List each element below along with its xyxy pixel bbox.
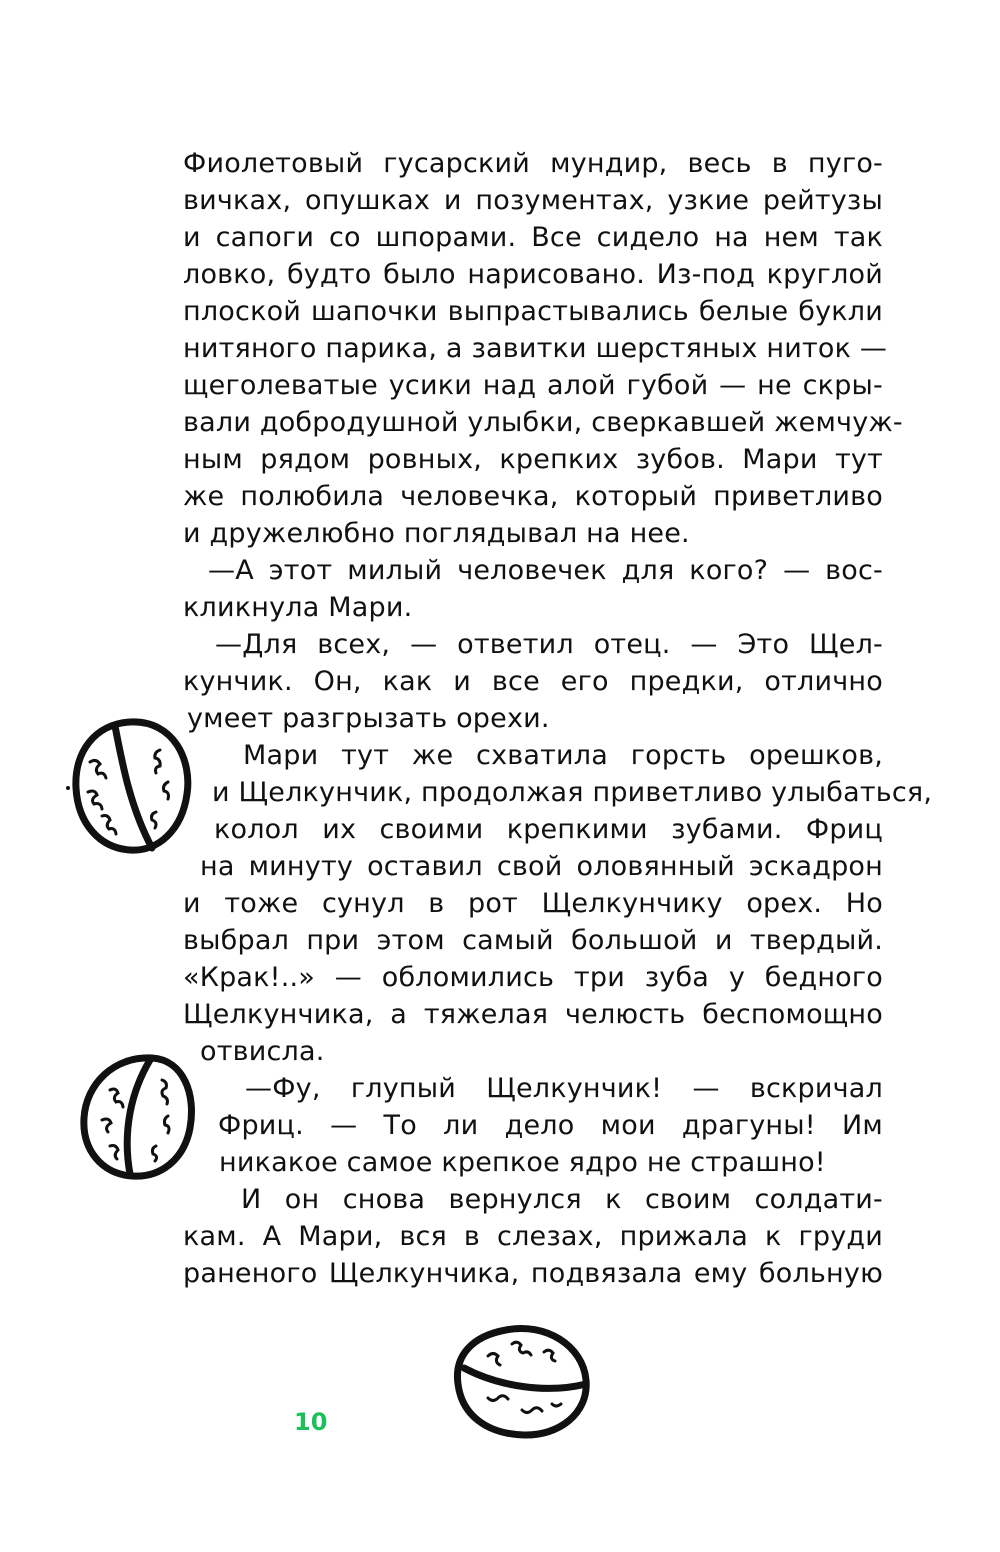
text-line: раненого Щелкунчика, подвязала ему больную	[183, 1258, 883, 1289]
text-line: —Для всех, — ответил отец. — Это Щел-	[215, 629, 883, 660]
text-line: на минуту оставил свой оловянный эскадрон	[200, 851, 883, 882]
text-line: нитяного парика, а завитки шерстяных ниток —	[183, 333, 888, 364]
text-line: кликнула Мари.	[183, 592, 413, 623]
text-line: умеет разгрызать орехи.	[187, 703, 550, 734]
text-line: и дружелюбно поглядывал на нее.	[183, 518, 690, 549]
text-line: Щелкунчика, а тяжелая челюсть беспомощно	[183, 999, 883, 1030]
page-number: 10	[294, 1408, 328, 1436]
text-line: кам. А Мари, вся в слезах, прижала к груди	[183, 1221, 883, 1252]
walnut-icon	[448, 1318, 598, 1443]
text-line: кунчик. Он, как и все его предки, отлично	[183, 666, 883, 697]
text-line: и Щелкунчик, продолжая приветливо улыбаться,	[212, 777, 933, 808]
text-line: колол их своими крепкими зубами. Фриц	[214, 814, 883, 845]
text-line: ным рядом ровных, крепких зубов. Мари тут	[183, 444, 883, 475]
text-line: Фриц. — То ли дело мои драгуны! Им	[218, 1110, 883, 1141]
text-line: «Крак!..» — обломились три зуба у бедного	[183, 962, 883, 993]
text-line: Мари тут же схватила горсть орешков,	[243, 740, 883, 771]
text-line: И он снова вернулся к своим солдати-	[241, 1184, 883, 1215]
text-line: —Фу, глупый Щелкунчик! — вскричал	[245, 1073, 883, 1104]
text-line: и сапоги со шпорами. Все сидело на нем так	[183, 222, 883, 253]
text-line: и тоже сунул в рот Щелкунчику орех. Но	[183, 888, 883, 919]
text-line: Фиолетовый гусарский мундир, весь в пуго-	[183, 148, 883, 179]
walnut-icon	[60, 712, 200, 862]
walnut-icon	[72, 1050, 202, 1185]
text-line: —А этот милый человечек для кого? — вос-	[208, 555, 883, 586]
text-line: никакое самое крепкое ядро не страшно!	[219, 1147, 826, 1178]
text-line: же полюбила человечка, который приветливо	[183, 481, 883, 512]
text-line: вали добродушной улыбки, сверкавшей жемчуж-	[183, 407, 903, 438]
text-line: щеголеватые усики над алой губой — не скры-	[183, 370, 883, 401]
text-line: ловко, будто было нарисовано. Из-под круглой	[183, 259, 883, 290]
text-line: вичках, опушках и позументах, узкие рейтузы	[183, 185, 883, 216]
text-line: плоской шапочки выпрастывались белые букли	[183, 296, 883, 327]
text-line: выбрал при этом самый большой и твердый.	[183, 925, 883, 956]
text-line: отвисла.	[200, 1036, 325, 1067]
